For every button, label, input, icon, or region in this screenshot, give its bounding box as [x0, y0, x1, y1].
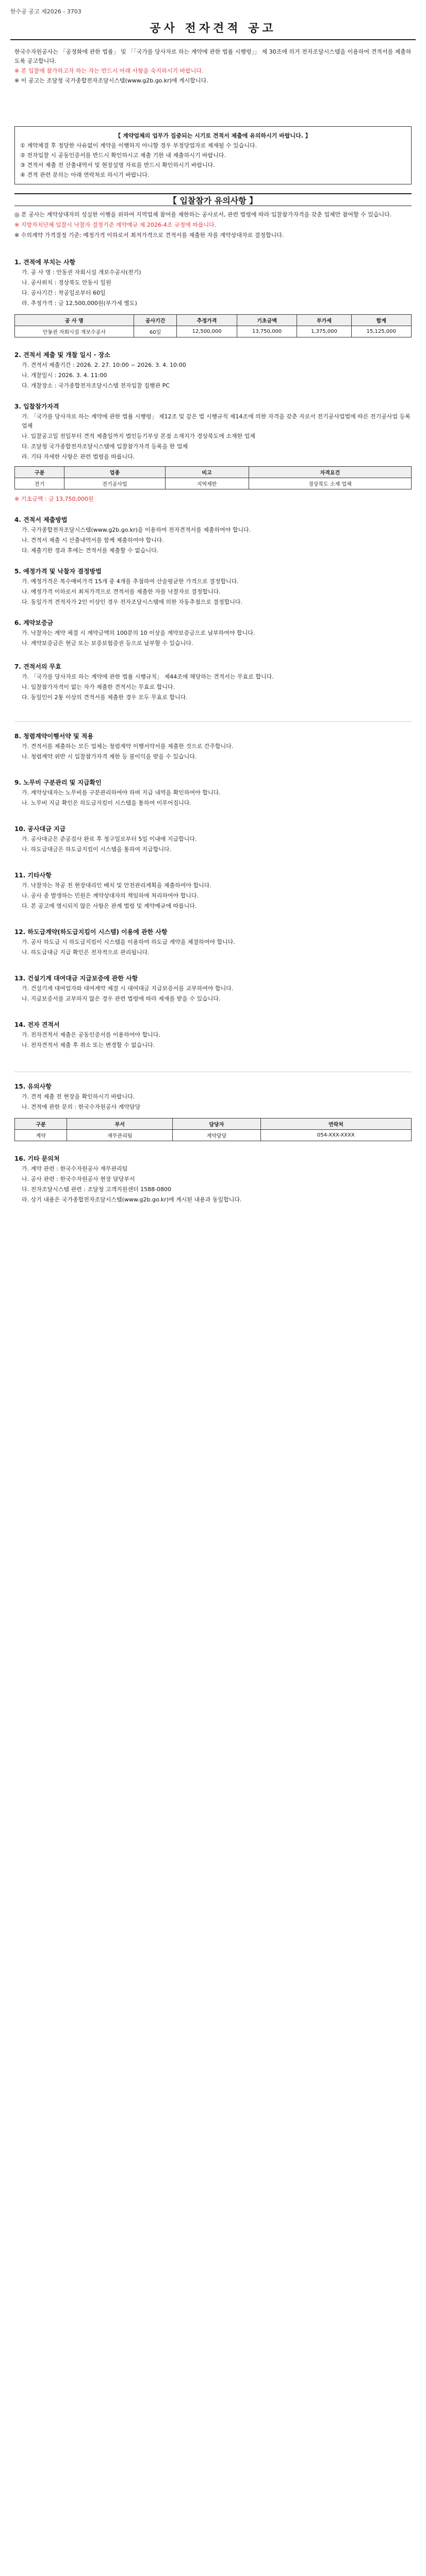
table-header: 구분 [15, 1118, 67, 1130]
table-header: 연락처 [260, 1118, 411, 1130]
contract-summary-table [14, 314, 412, 337]
title-divider [10, 39, 416, 40]
section-line: 가. 공 사 명 : 안동권 자회시설 개보수공사(전기) [22, 269, 141, 276]
section-title: 5. 예정가격 및 낙찰자 결정방법 [14, 568, 102, 575]
table-header: 부가세 [297, 315, 351, 326]
section-line: 가. 낙찰자는 착공 전 현장대리인 배치 및 안전관리계획을 제출하여야 합니다. [22, 882, 211, 889]
notice-line: ◎ 본 공사는 계약상대자의 성실한 이행을 위하여 지역업체 참여를 제한하는 공사로서, 관련 법령에 따라 입찰참가자격을 갖춘 업체만 참여할 수 있습니다. [14, 211, 392, 218]
section-line: 나. 개찰일시 : 2026. 3. 4. 11:00 [22, 372, 107, 379]
section-line: 라. 기타 자세한 사항은 관련 법령을 따릅니다. [22, 453, 135, 460]
section-5 [14, 567, 412, 608]
section-title: 15. 유의사항 [14, 1083, 52, 1090]
table-cell: 경상북도 소재 업체 [249, 478, 411, 489]
table-cell: 계약담당 [173, 1130, 260, 1141]
section-8 [14, 732, 412, 762]
table-cell: 1,375,000 [297, 326, 351, 337]
intro-paragraph [14, 47, 412, 86]
section-line: 가. 전자견적서 제출은 공동인증서를 이용하여야 합니다. [22, 1031, 160, 1038]
notice-box-line: ③ 견적서 제출 전 산출내역서 및 현장설명 자료를 반드시 확인하시기 바랍니다. [20, 162, 215, 168]
section-line: 나. 입찰참가자격이 없는 자가 제출한 견적서는 무효로 합니다. [22, 684, 175, 690]
section-line: 나. 청렴계약 위반 시 입찰참가자격 제한 등 불이익을 받을 수 있습니다. [22, 753, 197, 760]
section-line: 나. 지급보증서를 교부하지 않은 경우 관련 법령에 따라 제재를 받을 수 있습니다. [22, 995, 221, 1002]
section-title: 11. 기타사항 [14, 872, 52, 879]
section-6 [14, 618, 412, 649]
section-line: 가. 국가종합전자조달시스템(www.g2b.go.kr)을 이용하여 전자견적서를 제출하여야 합니다. [22, 527, 251, 533]
page-divider [14, 721, 412, 722]
notice-box-line: ② 전자입찰 시 공동인증서를 반드시 확인하시고 제출 기한 내 제출하시기 바랍니다. [20, 152, 226, 159]
section-title: 7. 견적서의 무효 [14, 663, 61, 670]
table-cell: 13,750,000 [237, 326, 297, 337]
section-line: 다. 본 공고에 명시되지 않은 사항은 관계 법령 및 계약예규에 따릅니다. [22, 903, 197, 909]
section-title: 14. 전자 견적서 [14, 1021, 60, 1028]
section-title: 4. 견적서 제출방법 [14, 516, 68, 523]
table-cell: 전기 [15, 478, 64, 489]
section-3 [14, 402, 412, 463]
table-row [15, 478, 412, 489]
section-2 [14, 350, 412, 392]
section-line: 가. 건설기계 대여업자와 대여계약 체결 시 대여대금 지급보증서를 교부하여야 합니다. [22, 985, 234, 992]
section-14 [14, 1020, 412, 1051]
section-line: 나. 노무비 지급 확인은 하도급지킴이 시스템을 통하여 이루어집니다. [22, 800, 191, 806]
section-7 [14, 662, 412, 703]
section-title: 2. 견적서 제출 및 개찰 일시 · 장소 [14, 351, 110, 359]
table-header: 부서 [67, 1118, 173, 1130]
table-header: 담당자 [173, 1118, 260, 1130]
section-line: 라. 추정가격 : 금 12,500,000원(부가세 별도) [22, 300, 137, 307]
section-line: 다. 조달청 국가종합전자조달시스템에 입찰참가자격 등록을 한 업체 [22, 443, 188, 450]
table-header: 비고 [165, 467, 249, 478]
section-line: 다. 공사기간 : 착공일로부터 60일 [22, 290, 106, 296]
section-title: 10. 공사대금 지급 [14, 825, 66, 833]
section-line: 가. 공사 하도급 시 하도급지킴이 시스템을 이용하여 하도급 계약을 체결하여야 합니다. [22, 939, 235, 945]
notice-box-line: 【 계약업체의 업무가 집중되는 시기로 견적서 제출에 유의하시기 바랍니다. 】 [115, 132, 311, 139]
section-line: 나. 견적에 관한 문의 : 한국수자원공사 계약담당 [22, 1104, 141, 1110]
table-cell: 재무관리팀 [67, 1130, 173, 1141]
section-line: 나. 예정가격 이하로서 최저가격으로 견적서를 제출한 자를 낙찰자로 결정합니다. [22, 588, 221, 595]
section-line: 가. 「국가를 당사자로 하는 계약에 관한 법률 시행령」 제12조 및 같은 법 시행규칙 제14조에 의한 자격을 갖춘 자로서 전기공사업법에 따른 전기공사업 등록업체 [22, 413, 411, 429]
section-16 [14, 1154, 412, 1206]
table-cell: 계약 [15, 1130, 67, 1141]
table-cell: 15,125,000 [351, 326, 411, 337]
section-line: 다. 동일가격 견적자가 2인 이상인 경우 전자조달시스템에 의한 자동추첨으로 결정합니다. [22, 599, 242, 605]
section-title: 6. 계약보증금 [14, 619, 54, 626]
table-header: 기초금액 [237, 315, 297, 326]
section-line: 나. 하도급대금은 하도급지킴이 시스템을 통하여 지급합니다. [22, 846, 172, 853]
section-line: 가. 「국가를 당사자로 하는 계약에 관한 법률 시행규칙」 제44조에 해당하는 견적서는 무효로 합니다. [22, 673, 274, 680]
section-line: 가. 예정가격은 복수예비가격 15개 중 4개를 추첨하여 산술평균한 가격으로 결정합니다. [22, 578, 239, 585]
section-line: 가. 공사대금은 준공검사 완료 후 청구일로부터 5일 이내에 지급합니다. [22, 836, 197, 842]
section-12 [14, 927, 412, 958]
section-4 [14, 515, 412, 556]
section-11 [14, 871, 412, 912]
section-line: 다. 개찰장소 : 국가종합전자조달시스템 전자입찰 집행관 PC [22, 382, 170, 389]
section-line: 가. 낙찰자는 계약 체결 시 계약금액의 100분의 10 이상을 계약보증금으로 납부하여야 합니다. [22, 630, 255, 636]
table-cell: 안동권 자회시설 개보수공사 [15, 326, 134, 337]
notice-text [14, 210, 412, 241]
section-9 [14, 778, 412, 809]
section-line: 다. 제출기한 경과 후에는 견적서를 제출할 수 없습니다. [22, 547, 159, 554]
section-line: 다. 전자조달시스템 관련 : 조달청 고객지원센터 1588-0800 [22, 1186, 172, 1193]
section-15 [14, 1082, 412, 1113]
qualification-table [14, 466, 412, 489]
section-title: 9. 노무비 구분관리 및 지급확인 [14, 779, 102, 786]
notice-box-line: ① 계약체결 후 정당한 사유없이 계약을 이행하지 아니할 경우 부정당업자로 제재될 수 있습니다. [20, 142, 257, 149]
section-line: 가. 견적서를 제출하는 모든 업체는 청렴계약 이행서약서를 제출한 것으로 간주합니다. [22, 743, 234, 750]
section-line: 나. 공사 중 발생하는 민원은 계약상대자의 책임하에 처리하여야 합니다. [22, 892, 199, 899]
table-cell: 60일 [134, 326, 177, 337]
section-title: 16. 기타 문의처 [14, 1155, 60, 1162]
section-title: 3. 입찰참가자격 [14, 403, 59, 410]
section-line: 나. 공사위치 : 경상북도 안동시 일원 [22, 279, 111, 286]
section-1 [14, 258, 412, 309]
section-title: 12. 하도급계약(하도급지킴이 시스템) 이용에 관한 사항 [14, 928, 168, 936]
section-line: 나. 하도급대금 지급 확인은 전자적으로 관리됩니다. [22, 949, 150, 956]
notice-line: ※ 지방자치단체 입찰시 낙찰자 결정기준 계약예규 제 2026-4조 규정에 따릅니다. [14, 222, 217, 228]
section-line: 가. 계약 관련 : 한국수자원공사 재무관리팀 [22, 1165, 128, 1172]
section-line: 나. 계약보증금은 현금 또는 보증보험증권 등으로 납부할 수 있습니다. [22, 640, 193, 647]
section-title: 8. 청렴계약이행서약 및 적용 [14, 733, 93, 740]
table-header: 자격요건 [249, 467, 411, 478]
section-line: 가. 견적 제출 전 현장을 확인하시기 바랍니다. [22, 1093, 135, 1100]
notice-box-line: ④ 견적 관련 문의는 아래 연락처로 하시기 바랍니다. [20, 172, 150, 178]
intro-line: ※ 이 공고는 조달청 국가종합전자조달시스템(www.g2b.go.kr)에 게시합니다. [14, 77, 208, 84]
table-row [15, 1130, 412, 1141]
section-10 [14, 824, 412, 855]
table-cell: 지역제한 [165, 478, 249, 489]
section-13 [14, 974, 412, 1005]
notice-box [14, 126, 412, 184]
contact-table [14, 1118, 412, 1141]
table-cell: 054-XXX-XXXX [260, 1130, 411, 1141]
notice-line: ※ 수의계약 가격결정 기준: 예정가격 이하로서 최저가격으로 견적서를 제출한 자를 계약상대자로 결정합니다. [14, 232, 284, 239]
intro-line: ※ 본 입찰에 참가하고자 하는 자는 반드시 아래 사항을 숙지하시기 바랍니다. [14, 67, 204, 74]
table-header: 공사기간 [134, 315, 177, 326]
section-line: 나. 공사 관련 : 한국수자원공사 현장 담당부서 [22, 1176, 135, 1182]
table-header: 공 사 명 [15, 315, 134, 326]
document-number: 한수공 공고 제2026 - 3703 [10, 8, 81, 15]
section-line: 라. 상기 내용은 국가종합전자조달시스템(www.g2b.go.kr)에 게시된 내용과 동일합니다. [22, 1196, 242, 1203]
document-title: 공사 전자견적 공고 [150, 22, 276, 35]
section-title: 1. 견적에 부치는 사항 [14, 259, 76, 266]
section-line: 나. 견적서 제출 시 산출내역서를 함께 제출하여야 합니다. [22, 537, 164, 544]
table-cell: 12,500,000 [177, 326, 237, 337]
table-cell: 전기공사업 [64, 478, 165, 489]
section-line: 가. 계약상대자는 노무비를 구분관리하여야 하며 지급 내역을 확인하여야 합니다. [22, 789, 221, 796]
section-line: 나. 입찰공고일 전일부터 견적 제출일까지 법인등기부상 본점 소재지가 경상북도에 소재한 업체 [22, 433, 255, 439]
section-line: 나. 전자견적서 제출 후 취소 또는 변경할 수 없습니다. [22, 1042, 155, 1048]
table-header: 업종 [64, 467, 165, 478]
table-header: 구분 [15, 467, 64, 478]
base-amount-note: ※ 기초금액 : 금 13,750,000원 [14, 496, 94, 502]
section-heading: 【 입찰참가 유의사항 】 [168, 196, 258, 206]
table-header: 추정가격 [177, 315, 237, 326]
section-title: 13. 건설기계 대여대금 지급보증에 관한 사항 [14, 975, 138, 982]
section-line: 다. 동일인이 2통 이상의 견적서를 제출한 경우 모두 무효로 합니다. [22, 694, 188, 701]
section-line: 가. 견적서 제출기간 : 2026. 2. 27. 10:00 ~ 2026. 3. 4. 10:00 [22, 362, 186, 368]
table-row [15, 326, 412, 337]
intro-line: 한국수자원공사는 「공정화에 관한 법률」 및 「「국가를 당사자로 하는 계약에 관한 법률 시행령」」 제 30조에 의거 전자조달시스템을 이용하여 견적서를 제출하도록 공고합니다. [14, 48, 412, 64]
table-header: 합계 [351, 315, 411, 326]
